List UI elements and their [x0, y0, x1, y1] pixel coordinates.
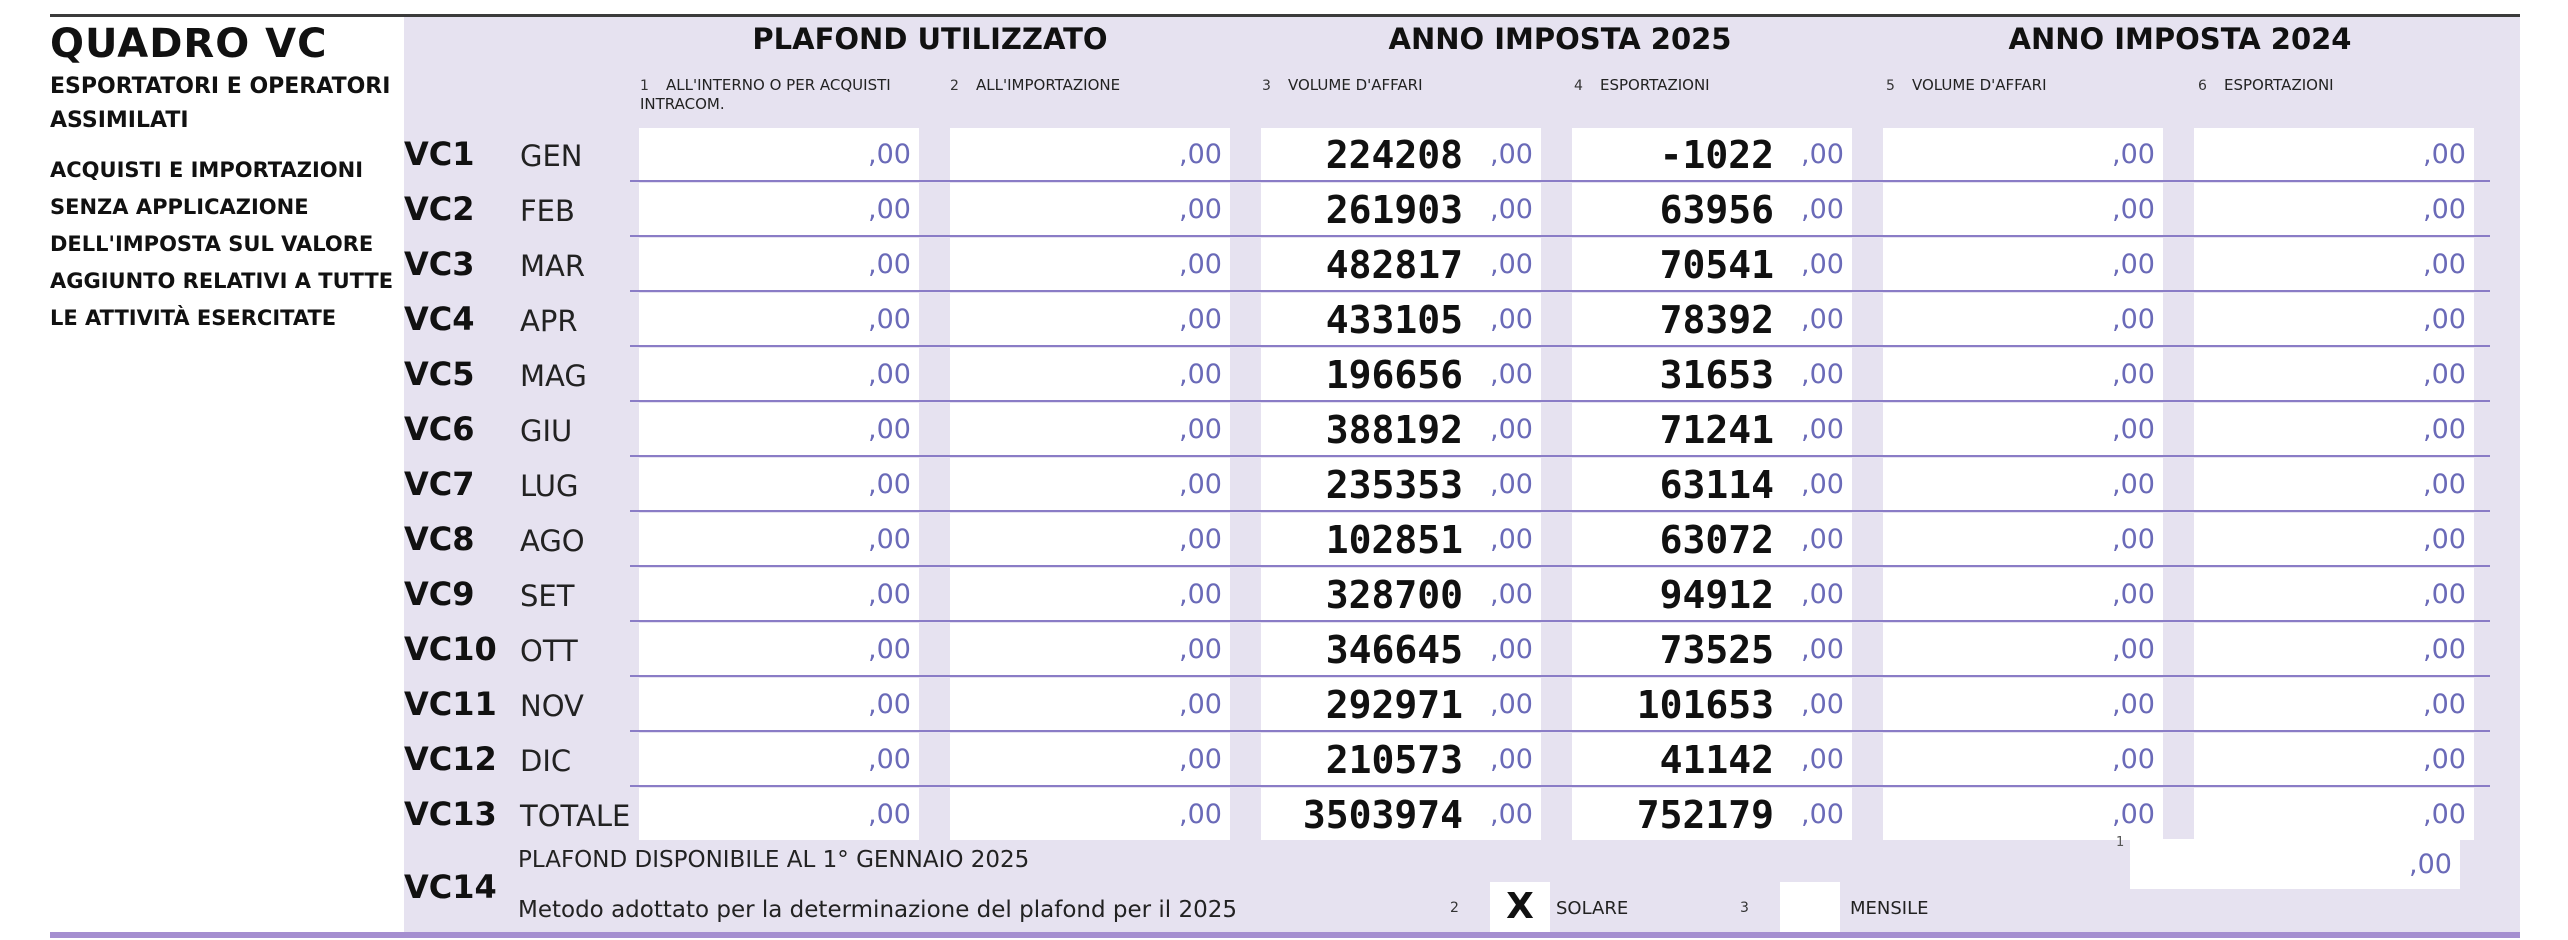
row-month: GEN — [520, 139, 583, 173]
exports-2025-value: 63956 — [1659, 188, 1774, 232]
field-col2[interactable] — [950, 293, 1230, 345]
vc14-field-number: 1 — [2116, 835, 2125, 850]
volume-2025-value: 235353 — [1325, 463, 1463, 507]
decimal-suffix: ,00 — [868, 139, 911, 170]
decimal-suffix: ,00 — [1801, 249, 1844, 280]
field-col4[interactable] — [1572, 128, 1852, 180]
field-col5[interactable] — [1883, 513, 2163, 565]
field-col5[interactable] — [1883, 678, 2163, 730]
group-header-plafond: PLAFOND UTILIZZATO — [752, 22, 1108, 56]
decimal-suffix: ,00 — [868, 689, 911, 720]
row-month: MAG — [520, 359, 587, 393]
decimal-suffix: ,00 — [1179, 304, 1222, 335]
column-label: ESPORTAZIONI — [1600, 76, 1710, 94]
field-col6[interactable] — [2194, 678, 2474, 730]
decimal-suffix: ,00 — [2112, 249, 2155, 280]
column-number: 3 — [1262, 78, 1271, 94]
field-col5[interactable] — [1883, 128, 2163, 180]
row-month: DIC — [520, 744, 572, 778]
volume-2025-value: 292971 — [1325, 683, 1463, 727]
volume-2025-value: 328700 — [1325, 573, 1463, 617]
column-number: 5 — [1886, 78, 1895, 94]
volume-2025-value: 3503974 — [1302, 793, 1463, 837]
field-col2[interactable] — [950, 788, 1230, 840]
vc14-code: VC14 — [404, 868, 497, 906]
field-col5[interactable] — [1883, 733, 2163, 785]
exports-2025-value: 63114 — [1659, 463, 1774, 507]
field-col5[interactable] — [1883, 293, 2163, 345]
decimal-suffix: ,00 — [1490, 524, 1533, 555]
decimal-suffix: ,00 — [2423, 689, 2466, 720]
column-number: 2 — [950, 78, 959, 94]
decimal-suffix: ,00 — [2423, 359, 2466, 390]
row-code: VC8 — [404, 520, 475, 558]
decimal-suffix: ,00 — [1801, 634, 1844, 665]
field-col5[interactable] — [1883, 788, 2163, 840]
field-col1[interactable] — [639, 788, 919, 840]
column-header-3 — [1262, 76, 1552, 95]
solare-label: SOLARE — [1556, 898, 1629, 919]
field-col6[interactable] — [2194, 403, 2474, 455]
option-number: 3 — [1740, 900, 1749, 916]
exports-2025-value: 31653 — [1659, 353, 1774, 397]
decimal-suffix: ,00 — [1490, 414, 1533, 445]
table-row — [404, 292, 2520, 347]
table-row — [404, 127, 2520, 182]
decimal-suffix: ,00 — [1179, 799, 1222, 830]
vc14-method-label: Metodo adottato per la determinazione del plafond per il 2025 — [518, 897, 1238, 923]
field-col3[interactable] — [1261, 568, 1541, 620]
field-col4[interactable] — [1572, 348, 1852, 400]
decimal-suffix: ,00 — [2423, 634, 2466, 665]
column-number: 4 — [1574, 78, 1583, 94]
decimal-suffix: ,00 — [868, 799, 911, 830]
field-col1[interactable] — [639, 238, 919, 290]
row-month: NOV — [520, 689, 584, 723]
decimal-suffix: ,00 — [1490, 579, 1533, 610]
field-col2[interactable] — [950, 238, 1230, 290]
field-col3[interactable] — [1261, 623, 1541, 675]
row-month: MAR — [520, 249, 586, 283]
field-col2[interactable] — [950, 568, 1230, 620]
field-col6[interactable] — [2194, 128, 2474, 180]
group-header-2024: ANNO IMPOSTA 2024 — [2008, 22, 2352, 56]
decimal-suffix: ,00 — [2423, 249, 2466, 280]
solare-checkbox[interactable]: X — [1490, 882, 1550, 932]
row-code: VC9 — [404, 575, 475, 613]
column-label: VOLUME D'AFFARI — [1288, 76, 1423, 94]
decimal-suffix: ,00 — [1179, 194, 1222, 225]
decimal-suffix: ,00 — [868, 744, 911, 775]
decimal-suffix: ,00 — [868, 359, 911, 390]
field-col5[interactable] — [1883, 403, 2163, 455]
decimal-suffix: ,00 — [1801, 194, 1844, 225]
row-month: LUG — [520, 469, 579, 503]
plafond-disponibile-field[interactable] — [2130, 839, 2460, 889]
column-label: ALL'IMPORTAZIONE — [976, 76, 1121, 94]
table-row — [404, 732, 2520, 787]
field-col3[interactable] — [1261, 238, 1541, 290]
row-code: VC13 — [404, 795, 497, 833]
quadro-description: ACQUISTI E IMPORTAZIONI SENZA APPLICAZIONE DELL'IMPOSTA SUL VALORE AGGIUNTO RELATIVI A TUTTE LE ATTIVITÀ ESERCITATE — [50, 158, 394, 330]
decimal-suffix: ,00 — [2423, 194, 2466, 225]
field-col1[interactable] — [639, 293, 919, 345]
decimal-suffix: ,00 — [1490, 194, 1533, 225]
decimal-suffix: ,00 — [868, 249, 911, 280]
table-row — [404, 622, 2520, 677]
decimal-suffix: ,00 — [868, 304, 911, 335]
column-label: ESPORTAZIONI — [2224, 76, 2334, 94]
decimal-suffix: ,00 — [2112, 744, 2155, 775]
field-col3[interactable] — [1261, 348, 1541, 400]
group-header-2025: ANNO IMPOSTA 2025 — [1388, 22, 1732, 56]
decimal-suffix: ,00 — [1801, 304, 1844, 335]
field-col3[interactable] — [1261, 733, 1541, 785]
row-code: VC5 — [404, 355, 475, 393]
decimal-suffix: ,00 — [1179, 414, 1222, 445]
decimal-suffix: ,00 — [2112, 524, 2155, 555]
row-month: SET — [520, 579, 575, 613]
field-col2[interactable] — [950, 403, 1230, 455]
field-col4[interactable] — [1572, 678, 1852, 730]
field-col6[interactable] — [2194, 568, 2474, 620]
field-col6[interactable] — [2194, 788, 2474, 840]
decimal-suffix: ,00 — [1801, 359, 1844, 390]
field-col1[interactable] — [639, 568, 919, 620]
decimal-suffix: ,00 — [2423, 139, 2466, 170]
volume-2025-value: 482817 — [1325, 243, 1463, 287]
quadro-heading — [50, 22, 395, 337]
decimal-suffix: ,00 — [1801, 524, 1844, 555]
decimal-suffix: ,00 — [1179, 579, 1222, 610]
decimal-suffix: ,00 — [868, 524, 911, 555]
field-col4[interactable] — [1572, 513, 1852, 565]
field-col4[interactable] — [1572, 568, 1852, 620]
field-col4[interactable] — [1572, 623, 1852, 675]
field-col1[interactable] — [639, 183, 919, 235]
field-col6[interactable] — [2194, 183, 2474, 235]
field-col4[interactable] — [1572, 238, 1852, 290]
decimal-suffix: ,00 — [2423, 469, 2466, 500]
volume-2025-value: 433105 — [1325, 298, 1463, 342]
decimal-suffix: ,00 — [2423, 414, 2466, 445]
column-header-6 — [2198, 76, 2488, 95]
decimal-suffix: ,00 — [1490, 249, 1533, 280]
decimal-suffix: ,00 — [1490, 744, 1533, 775]
table-row — [404, 677, 2520, 732]
decimal-suffix: ,00 — [868, 469, 911, 500]
quadro-title: QUADRO VC — [50, 21, 328, 67]
field-col3[interactable] — [1261, 458, 1541, 510]
decimal-suffix: ,00 — [868, 579, 911, 610]
decimal-suffix: ,00 — [1490, 634, 1533, 665]
decimal-suffix: ,00 — [2423, 524, 2466, 555]
field-col1[interactable] — [639, 623, 919, 675]
field-col6[interactable] — [2194, 238, 2474, 290]
field-col5[interactable] — [1883, 238, 2163, 290]
decimal-suffix: ,00 — [2112, 689, 2155, 720]
decimal-suffix: ,00 — [1490, 359, 1533, 390]
decimal-suffix: ,00 — [2112, 139, 2155, 170]
table-row — [404, 512, 2520, 567]
vc14-plafond-label: PLAFOND DISPONIBILE AL 1° GENNAIO 2025 — [518, 847, 1030, 873]
decimal-suffix: ,00 — [1490, 304, 1533, 335]
column-label: ALL'INTERNO O PER ACQUISTI INTRACOM. — [640, 76, 891, 113]
field-col6[interactable] — [2194, 623, 2474, 675]
exports-2025-value: 41142 — [1659, 738, 1774, 782]
decimal-suffix: ,00 — [1801, 799, 1844, 830]
column-number: 6 — [2198, 78, 2207, 94]
row-code: VC7 — [404, 465, 475, 503]
field-col6[interactable] — [2194, 458, 2474, 510]
decimal-suffix: ,00 — [1801, 139, 1844, 170]
table-row — [404, 347, 2520, 402]
row-month: APR — [520, 304, 578, 338]
field-col6[interactable] — [2194, 733, 2474, 785]
field-col3[interactable] — [1261, 513, 1541, 565]
exports-2025-value: -1022 — [1659, 133, 1774, 177]
row-code: VC3 — [404, 245, 475, 283]
row-month: TOTALE — [520, 799, 631, 833]
field-col1[interactable] — [639, 128, 919, 180]
field-col1[interactable] — [639, 403, 919, 455]
decimal-suffix: ,00 — [2112, 469, 2155, 500]
decimal-suffix: ,00 — [1179, 139, 1222, 170]
column-number: 1 — [640, 78, 649, 94]
quadro-subtitle: ESPORTATORI E OPERATORI ASSIMILATI — [50, 74, 391, 133]
volume-2025-value: 196656 — [1325, 353, 1463, 397]
field-col2[interactable] — [950, 458, 1230, 510]
exports-2025-value: 752179 — [1636, 793, 1774, 837]
decimal-suffix: ,00 — [868, 194, 911, 225]
mensile-checkbox[interactable] — [1780, 882, 1840, 932]
field-col5[interactable] — [1883, 568, 2163, 620]
volume-2025-value: 102851 — [1325, 518, 1463, 562]
decimal-suffix: ,00 — [2423, 799, 2466, 830]
decimal-suffix: ,00 — [2112, 414, 2155, 445]
field-col2[interactable] — [950, 128, 1230, 180]
field-col1[interactable] — [639, 348, 919, 400]
exports-2025-value: 94912 — [1659, 573, 1774, 617]
column-label: VOLUME D'AFFARI — [1912, 76, 2047, 94]
decimal-suffix: ,00 — [1179, 744, 1222, 775]
decimal-suffix: ,00 — [2423, 579, 2466, 610]
decimal-suffix: ,00 — [2423, 304, 2466, 335]
field-col3[interactable] — [1261, 183, 1541, 235]
field-col1[interactable] — [639, 733, 919, 785]
field-col3[interactable] — [1261, 788, 1541, 840]
exports-2025-value: 63072 — [1659, 518, 1774, 562]
field-col6[interactable] — [2194, 513, 2474, 565]
field-col3[interactable] — [1261, 403, 1541, 455]
field-col2[interactable] — [950, 733, 1230, 785]
column-header-5 — [1886, 76, 2176, 95]
field-col1[interactable] — [639, 513, 919, 565]
row-month: GIU — [520, 414, 573, 448]
volume-2025-value: 388192 — [1325, 408, 1463, 452]
decimal-suffix: ,00 — [2112, 634, 2155, 665]
row-code: VC4 — [404, 300, 475, 338]
field-col6[interactable] — [2194, 293, 2474, 345]
row-month: OTT — [520, 634, 578, 668]
exports-2025-value: 70541 — [1659, 243, 1774, 287]
field-col5[interactable] — [1883, 458, 2163, 510]
decimal-suffix: ,00 — [2112, 579, 2155, 610]
volume-2025-value: 261903 — [1325, 188, 1463, 232]
decimal-suffix: ,00 — [1179, 359, 1222, 390]
decimal-suffix: ,00 — [868, 634, 911, 665]
field-col5[interactable] — [1883, 183, 2163, 235]
decimal-suffix: ,00 — [1801, 744, 1844, 775]
field-col1[interactable] — [639, 458, 919, 510]
volume-2025-value: 210573 — [1325, 738, 1463, 782]
table-row — [404, 567, 2520, 622]
decimal-suffix: ,00 — [1179, 689, 1222, 720]
decimal-suffix: ,00 — [1490, 469, 1533, 500]
row-code: VC6 — [404, 410, 475, 448]
field-col2[interactable] — [950, 623, 1230, 675]
column-header-4 — [1574, 76, 1864, 95]
decimal-suffix: ,00 — [868, 414, 911, 445]
exports-2025-value: 78392 — [1659, 298, 1774, 342]
row-code: VC12 — [404, 740, 497, 778]
table-row — [404, 237, 2520, 292]
field-col4[interactable] — [1572, 403, 1852, 455]
volume-2025-value: 346645 — [1325, 628, 1463, 672]
decimal-suffix: ,00 — [1801, 414, 1844, 445]
field-col3[interactable] — [1261, 293, 1541, 345]
decimal-suffix: ,00 — [1490, 799, 1533, 830]
table-row — [404, 182, 2520, 237]
exports-2025-value: 73525 — [1659, 628, 1774, 672]
field-col2[interactable] — [950, 183, 1230, 235]
table-row — [404, 457, 2520, 512]
field-col6[interactable] — [2194, 348, 2474, 400]
row-code: VC1 — [404, 135, 475, 173]
row-month: FEB — [520, 194, 575, 228]
bottom-rule — [50, 932, 2520, 938]
field-col4[interactable] — [1572, 788, 1852, 840]
decimal-suffix: ,00 — [2409, 849, 2452, 880]
field-col2[interactable] — [950, 678, 1230, 730]
exports-2025-value: 71241 — [1659, 408, 1774, 452]
field-col3[interactable] — [1261, 128, 1541, 180]
decimal-suffix: ,00 — [2112, 304, 2155, 335]
field-col4[interactable] — [1572, 733, 1852, 785]
table-row — [404, 787, 2520, 842]
decimal-suffix: ,00 — [2112, 194, 2155, 225]
row-code: VC2 — [404, 190, 475, 228]
decimal-suffix: ,00 — [1179, 469, 1222, 500]
field-col3[interactable] — [1261, 678, 1541, 730]
decimal-suffix: ,00 — [1179, 524, 1222, 555]
row-month: AGO — [520, 524, 585, 558]
decimal-suffix: ,00 — [1801, 579, 1844, 610]
decimal-suffix: ,00 — [1179, 249, 1222, 280]
mensile-label: MENSILE — [1850, 898, 1929, 919]
decimal-suffix: ,00 — [1179, 634, 1222, 665]
column-header-2 — [950, 76, 1240, 95]
field-col2[interactable] — [950, 513, 1230, 565]
row-code: VC10 — [404, 630, 497, 668]
field-col4[interactable] — [1572, 293, 1852, 345]
row-code: VC11 — [404, 685, 497, 723]
decimal-suffix: ,00 — [1490, 689, 1533, 720]
decimal-suffix: ,00 — [2112, 359, 2155, 390]
decimal-suffix: ,00 — [1801, 469, 1844, 500]
table-row — [404, 402, 2520, 457]
exports-2025-value: 101653 — [1636, 683, 1774, 727]
field-col5[interactable] — [1883, 348, 2163, 400]
decimal-suffix: ,00 — [2423, 744, 2466, 775]
option-number: 2 — [1450, 900, 1459, 916]
decimal-suffix: ,00 — [1801, 689, 1844, 720]
field-col5[interactable] — [1883, 623, 2163, 675]
field-col4[interactable] — [1572, 458, 1852, 510]
field-col4[interactable] — [1572, 183, 1852, 235]
field-col1[interactable] — [639, 678, 919, 730]
decimal-suffix: ,00 — [2112, 799, 2155, 830]
volume-2025-value: 224208 — [1325, 133, 1463, 177]
decimal-suffix: ,00 — [1490, 139, 1533, 170]
column-header-1 — [640, 76, 900, 113]
field-col2[interactable] — [950, 348, 1230, 400]
